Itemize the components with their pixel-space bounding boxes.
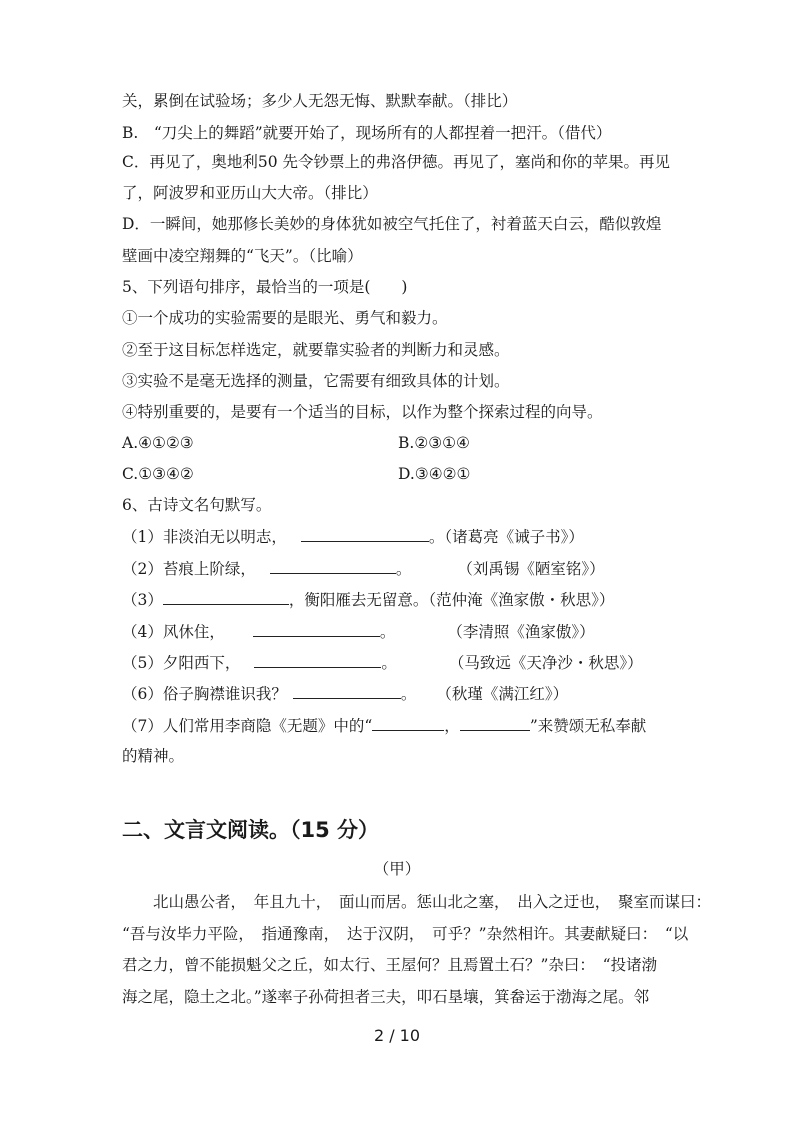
answer-blank[interactable]	[372, 715, 444, 731]
q6-item-3	[122, 589, 614, 610]
passage-line-4: 海之尾，隐土之北。”遂率子孙荷担者三夫，叩石垦壤，箕畚运于渤海之尾。邻	[122, 988, 650, 1006]
option-d-line1: D．一瞬间，她那修长美妙的身体犹如被空气托住了，衬着蓝天白云，酷似敦煌	[122, 215, 662, 233]
answer-blank[interactable]	[270, 558, 396, 574]
answer-blank[interactable]	[460, 715, 530, 731]
option-c-line1: C．再见了，奥地利50 先令钞票上的弗洛伊德。再见了，塞尚和你的苹果。再见	[122, 153, 671, 171]
passage-line-3: 君之力，曾不能损魁父之丘，如太行、王屋何？且焉置土石？”杂曰： “投诸渤	[122, 956, 658, 974]
q6-item-7-continuation: 的精神。	[122, 747, 185, 765]
q6-item-4-source: （李清照《渔家傲》）	[447, 623, 595, 641]
option-d-line2: 壁画中凌空翔舞的“飞天”。（比喻）	[122, 247, 363, 265]
q5-option-b: B.②③①④	[398, 434, 470, 452]
option-b: B. “刀尖上的舞蹈”就要开始了，现场所有的人都捏着一把汗。（借代）	[122, 124, 612, 142]
q6-item-6-period: 。	[400, 685, 417, 703]
passage-label: （甲）	[373, 860, 421, 878]
answer-blank[interactable]	[163, 589, 289, 605]
q6-item-1-prompt: （1）非淡泊无以明志，	[122, 528, 287, 546]
question-6-stem: 6、古诗文名句默写。	[122, 496, 272, 514]
q6-item-1	[122, 526, 584, 547]
q6-item-3-number: （3）	[122, 591, 163, 609]
q5-sentence-1: ①一个成功的实验需要的是眼光、勇气和毅力。	[122, 309, 448, 327]
passage-line-2: “吾与汝毕力平险， 指通豫南， 达于汉阴， 可乎？”杂然相许。其妻献疑曰： “以	[122, 925, 689, 943]
q6-item-7-prompt: （7）人们常用李商隐《无题》中的“	[122, 717, 373, 735]
q6-item-2-prompt: （2）苔痕上阶绿，	[122, 560, 256, 578]
answer-blank[interactable]	[293, 683, 401, 699]
option-c-line2: 了，阿波罗和亚历山大大帝。（排比）	[122, 184, 378, 202]
q5-sentence-3: ③实验不是毫无选择的测量，它需要有细致具体的计划。	[122, 372, 510, 390]
q6-item-6	[122, 683, 568, 704]
q6-item-5	[122, 652, 643, 673]
q5-sentence-2: ②至于这目标怎样选定，就要靠实验者的判断力和灵感。	[122, 341, 510, 359]
q6-item-4	[122, 621, 595, 642]
question-5-stem: 5、下列语句排序，最恰当的一项是( )	[122, 278, 408, 296]
q5-option-c: C.①③④②	[122, 465, 194, 483]
q6-item-7-comma: ，	[444, 717, 460, 735]
q5-option-a: A.④①②③	[122, 434, 194, 452]
q6-item-1-source: 。（诸葛亮《诫子书》）	[428, 528, 584, 546]
answer-blank[interactable]	[253, 621, 380, 637]
page-number: 2 / 10	[373, 1026, 421, 1045]
q6-item-2-period: 。	[395, 560, 412, 578]
q6-item-5-source: （马致远《天净沙・秋思》）	[448, 654, 643, 672]
q6-item-4-prompt: （4）风休住，	[122, 623, 225, 641]
q6-item-2-source: （刘禹锡《陋室铭》）	[457, 560, 605, 578]
passage-line-1: 北山愚公者， 年且九十， 面山而居。惩山北之塞， 出入之迂也， 聚室而谋曰：	[122, 893, 712, 911]
q6-item-5-period: 。	[381, 654, 397, 672]
q6-item-5-prompt: （5）夕阳西下，	[122, 654, 241, 672]
q6-item-4-period: 。	[379, 623, 396, 641]
q6-item-7	[122, 715, 646, 736]
section-title: 二、文言文阅读。（15 分）	[122, 818, 380, 842]
q5-sentence-4: ④特别重要的，是要有一个适当的目标，以作为整个探索过程的向导。	[122, 403, 603, 421]
q6-item-6-prompt: （6）俗子胸襟谁识我？	[122, 685, 287, 703]
option-a-continuation: 关，累倒在试验场；多少人无怨无悔、默默奉献。（排比）	[122, 92, 518, 110]
answer-blank[interactable]	[254, 652, 381, 668]
q6-item-2	[122, 558, 605, 579]
q5-option-d: D.③④②①	[398, 465, 471, 483]
q6-item-6-source: （秋瑾《满江红》）	[436, 685, 569, 703]
q6-item-7-text: ”来赞颂无私奉献	[529, 717, 647, 735]
answer-blank[interactable]	[301, 526, 429, 542]
q6-item-3-text: ，衡阳雁去无留意。（范仲淹《渔家傲・秋思》）	[288, 591, 615, 609]
